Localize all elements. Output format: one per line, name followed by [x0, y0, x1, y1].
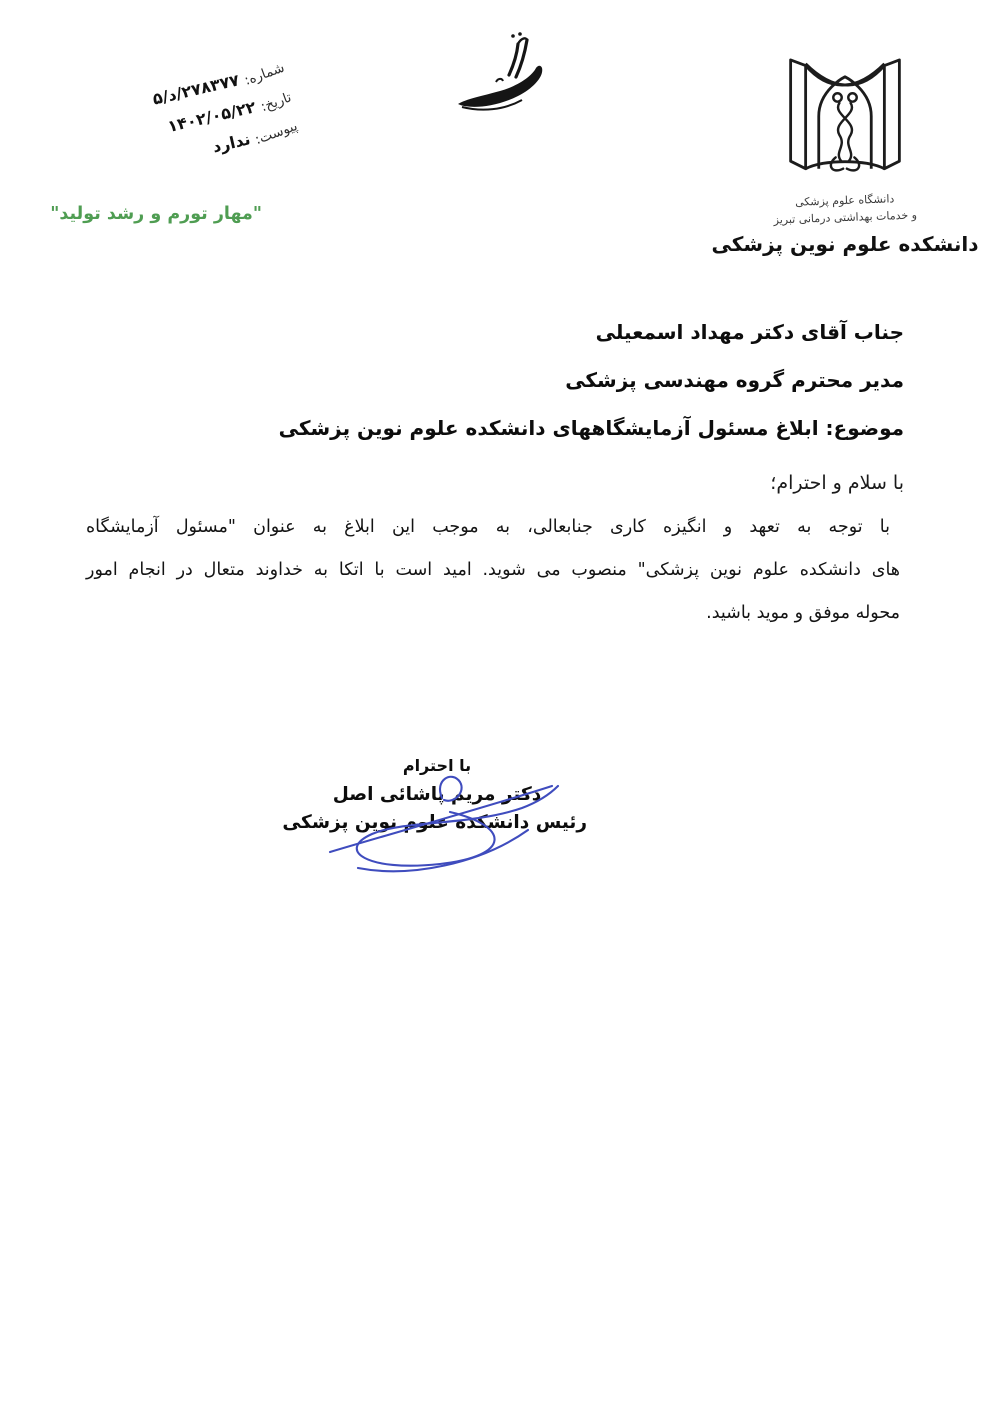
ref-attachment-value: ندارد: [210, 129, 253, 157]
salutation: با سلام و احترام؛: [770, 472, 904, 494]
faculty-name: دانشکده علوم نوین پزشکی: [711, 232, 979, 257]
signature-block: [282, 756, 587, 833]
year-slogan: "مهار تورم و رشد تولید": [50, 204, 262, 224]
letterhead: [700, 48, 990, 256]
body-line: محوله موفق و موید باشید.: [706, 603, 900, 623]
closing-phrase: با احترام: [402, 756, 472, 775]
recipient-title: مدیر محترم گروه مهندسی پزشکی: [565, 368, 904, 392]
letter-body: [86, 506, 900, 635]
ref-number-label: شماره:: [241, 59, 287, 89]
subject-line: موضوع: ابلاغ مسئول آزمایشگاههای دانشکده علوم نوین پزشکی: [278, 416, 904, 440]
university-emblem-icon: [770, 48, 920, 190]
ref-number-value: ۵/د/۲۷۸۳۷۷: [150, 70, 242, 109]
university-name-script: [699, 187, 990, 231]
recipient-name: جناب آقای دکتر مهداد اسمعیلی: [595, 320, 904, 344]
signatory-name: دکتر مریم پاشائی اصل: [332, 784, 542, 805]
university-name-line2: و خدمات بهداشتی درمانی تبریز: [773, 208, 918, 227]
bismillah-calligraphy-icon: [452, 30, 557, 120]
reference-block: [63, 60, 302, 198]
body-line: های دانشکده علوم نوین پزشکی" منصوب می شوید. امید است با اتکا به خداوند متعال در انجام امور: [86, 560, 900, 580]
university-name-line1: دانشگاه علوم پزشکی: [794, 192, 895, 209]
signatory-title: رئیس دانشکده علوم نوین پزشکی: [282, 812, 587, 833]
ref-attachment-label: پیوست:: [252, 117, 300, 148]
body-line: با توجه به تعهد و انگیزه کاری جنابعالی، به موجب این ابلاغ به عنوان "مسئول آزمایشگاه: [86, 517, 890, 537]
ref-date-value: ۱۴۰۲/۰۵/۲۲: [165, 97, 258, 136]
ref-date-label: تاریخ:: [258, 88, 294, 115]
